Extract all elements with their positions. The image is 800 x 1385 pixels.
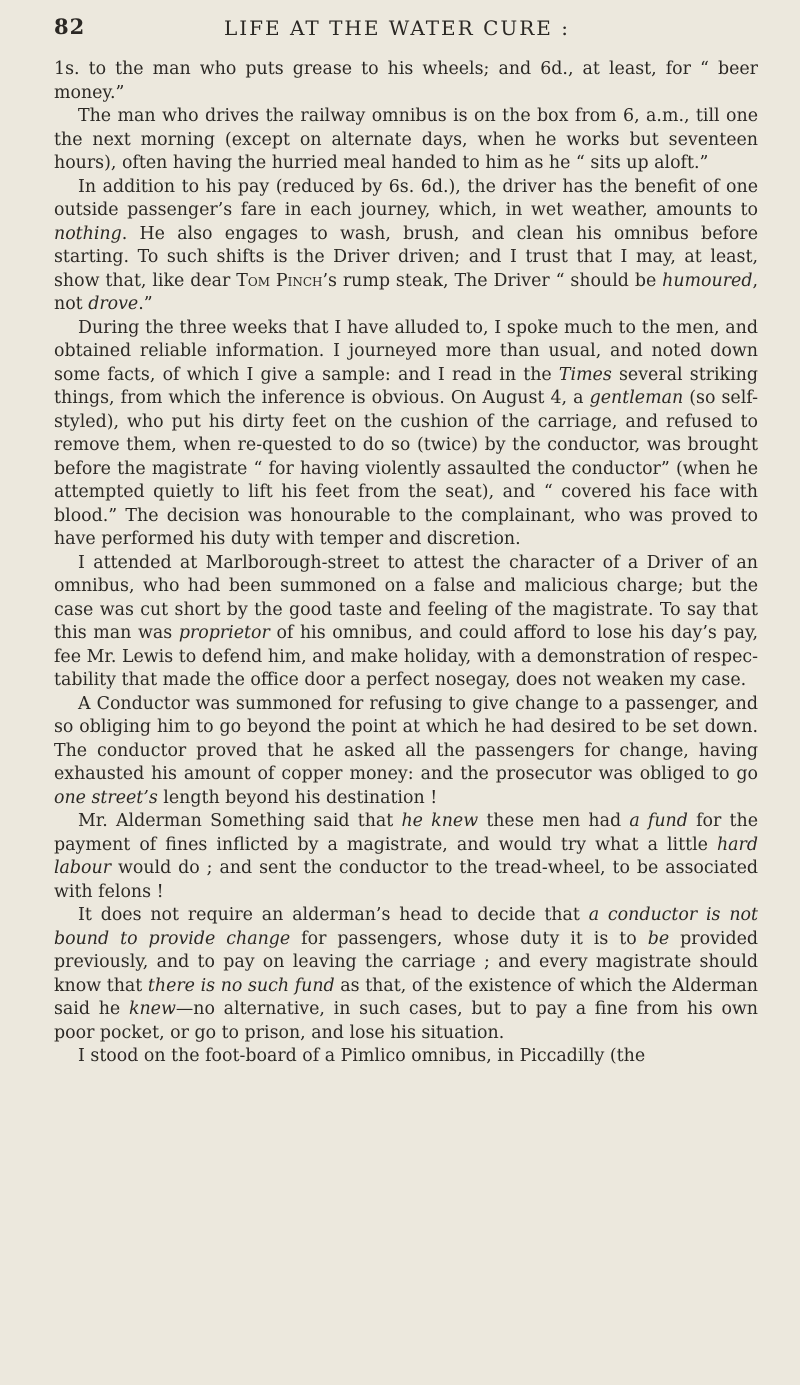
text-run: I stood on the foot-board of a Pimlico omnibus, in Piccadilly (the (78, 1046, 646, 1066)
text-run: several striking things, from which the inference is obvious. On August 4, a (54, 364, 758, 408)
text-run: Mr. Alderman Something said that (78, 811, 402, 831)
text-run: I attended at Marlborough-street to attest the character of a Driver of an omnibus, who had been summoned on a false and malicious charge; but the case was cut short by the good taste and feeling of the magistrate. To say that this man was (54, 552, 758, 643)
italic-run: a fund (629, 811, 688, 831)
paragraph (54, 176, 758, 317)
text-run: for passengers, whose duty it is to (290, 928, 648, 949)
small-caps-run: Tom Pinch (236, 270, 323, 291)
text-run: these men had (478, 811, 630, 831)
page-number: 82 (54, 14, 86, 39)
text-run: provided previously, and to pay on leaving the carriage ; and every magistrate should know that (54, 928, 758, 996)
paragraph (54, 317, 758, 552)
italic-run: one street’s (54, 787, 158, 808)
text-run: as that, of the existence of which the Alderman said he (54, 975, 758, 1019)
paragraph (54, 552, 758, 693)
text-run: 1s. to the man who puts grease to his wheels; and 6d., at least, for “ beer money.” (54, 59, 758, 103)
italic-run: he knew (401, 811, 479, 831)
paragraph (54, 58, 758, 105)
paragraph (54, 810, 758, 904)
text-run: .” (138, 294, 153, 314)
italic-run: humoured (662, 270, 753, 291)
italic-run: proprietor (178, 623, 270, 643)
text-run: The man who drives the railway omnibus is on the box from 6, a.m., till one the next morning (except on alternate days, when he works but seventeen hours), often having the hurried meal handed to him as he “ sits up aloft.” (54, 106, 758, 173)
text-run: It does not require an alderman’s head to decide that (78, 905, 589, 925)
italic-run: knew (128, 999, 176, 1019)
paragraph (54, 693, 758, 811)
text-run: would do ; and sent the conductor to the tread-wheel, to be associated with felons ! (54, 858, 758, 902)
paragraph (54, 1045, 758, 1069)
text-run: A Conductor was summoned for refusing to give change to a passenger, and so obliging him to go beyond the point at which he had desired to be set down. The conductor proved that he asked all the passengers for change, having exhausted his amount of copper money: and the prosecutor was obliged to go (54, 693, 758, 784)
italic-run: be (647, 928, 670, 949)
text-run: In addition to his pay (reduced by 6s. 6d.), the driver has the benefit of one outside passenger’s fare in each journey, which, in wet weather, amounts to (54, 176, 758, 220)
body-text (54, 58, 758, 1069)
paragraph (54, 105, 758, 176)
text-run: . He also engages to wash, brush, and clean his omnibus before starting. To such shifts is the Driver driven; and I trust that I may, at least, show that, like dear (54, 223, 758, 291)
italic-run: drove (88, 294, 139, 314)
running-title: LIFE AT THE WATER CURE : (224, 16, 570, 40)
italic-run: gentleman (589, 388, 684, 408)
italic-run: hard labour (54, 834, 758, 878)
italic-run: Times (558, 364, 612, 385)
paragraph (54, 904, 758, 1045)
page-header (54, 14, 758, 48)
italic-run: there is no such fund (147, 975, 335, 996)
text-run: for the payment of fines inflicted by a magistrate, and would try what a little (54, 811, 758, 855)
text-run: (so self-styled), who put his dirty feet on the cushion of the carriage, and refused to remove them, when re-quested to do so (twice) by the conductor, was brought before the magistrate “ for having violently assaulted the conductor” (when he attempted quietly to lift his feet from the seat), and “ covered his face with blood.” The decision was honourable to the complainant, who was proved to have performed his duty with temper and discretion. (54, 388, 758, 549)
text-run: During the three weeks that I have alluded to, I spoke much to the men, and obtained reliable information. I journeyed more than usual, and noted down some facts, of which I give a sample: and I read in the (54, 317, 758, 385)
text-run: length beyond his destination ! (157, 787, 438, 808)
text-run: —no alternative, in such cases, but to pay a fine from his own poor pocket, or go to prison, and lose his situation. (54, 999, 758, 1043)
text-run: ’s rump steak, The Driver “ should be (322, 270, 663, 291)
italic-run: nothing (54, 223, 122, 244)
text-run: of his omnibus, and could afford to lose his day’s pay, fee Mr. Lewis to defend him, and make holiday, with a demonstration of respec-tability that made the office door a perfect nosegay, does not weaken my case. (54, 623, 758, 690)
text-run: , not (54, 270, 758, 314)
italic-run: a conductor is not bound to provide change (54, 905, 758, 949)
